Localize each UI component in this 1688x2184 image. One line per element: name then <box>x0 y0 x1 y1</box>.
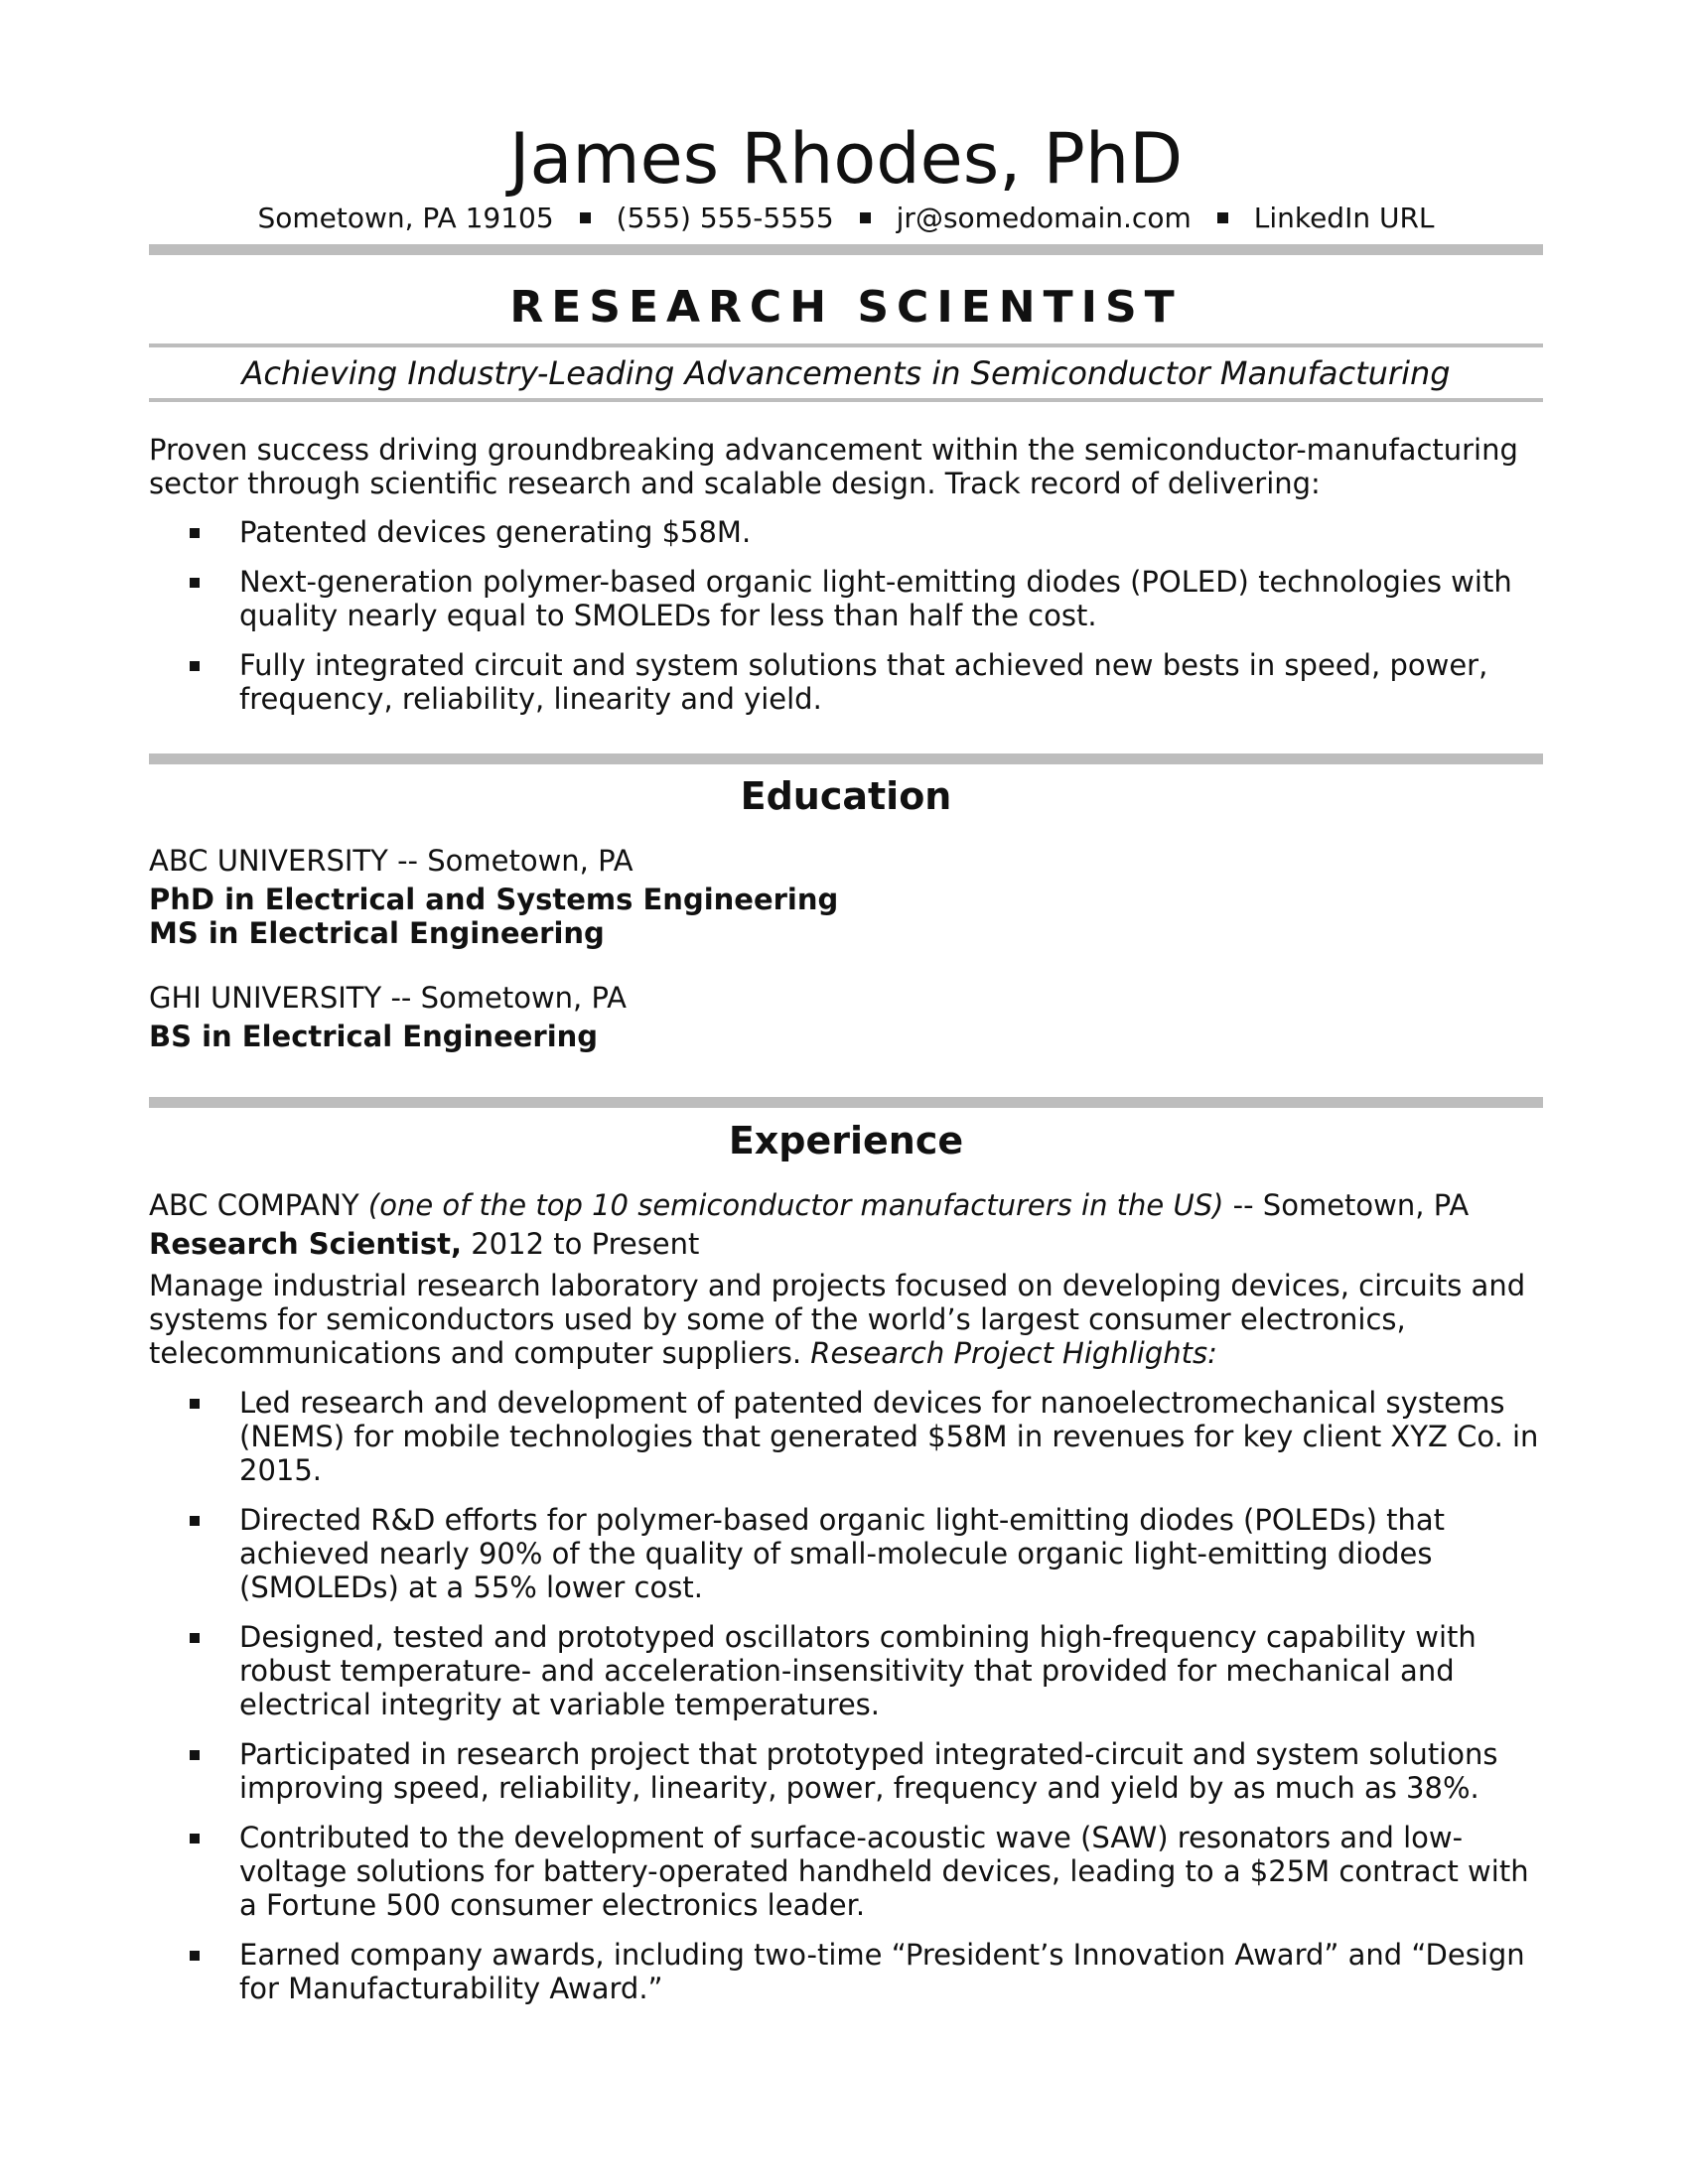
job-description-block <box>149 1269 1543 1370</box>
list-item: Contributed to the development of surface-acoustic wave (SAW) resonators and low-voltage solutions for battery-operated handheld devices, leading to a $25M contract with a Fortune 500 consumer electronics leader. <box>149 1821 1543 1922</box>
education-heading: Education <box>740 774 952 818</box>
bullet-square-icon <box>190 1951 200 1961</box>
contact-location: Sometown, PA 19105 <box>257 202 554 234</box>
education-degree: PhD in Electrical and Systems Engineering <box>149 883 839 916</box>
bullet-square-icon <box>190 1750 200 1760</box>
education-degree: MS in Electrical Engineering <box>149 916 605 950</box>
tagline: Achieving Industry-Leading Advancements in Semiconductor Manufacturing <box>241 354 1451 392</box>
education-school: ABC UNIVERSITY -- Sometown, PA <box>149 844 633 878</box>
list-item: Led research and development of patented devices for nanoelectromechanical systems (NEMS) for mobile technologies that generated $58M in revenues for key client XYZ Co. in 2015. <box>149 1386 1543 1487</box>
bullet-square-icon <box>190 661 200 671</box>
job-company-line <box>149 1187 1469 1223</box>
experience-heading: Experience <box>728 1119 964 1162</box>
list-item: Next-generation polymer-based organic light-emitting diodes (POLED) technologies with quality nearly equal to SMOLEDs for less than half the cost. <box>149 565 1543 632</box>
bullet-square-icon <box>190 578 200 588</box>
contact-linkedin: LinkedIn URL <box>1253 202 1435 234</box>
tagline-bottom-divider <box>149 398 1543 402</box>
separator-square-icon <box>580 212 591 223</box>
education-divider <box>149 753 1543 764</box>
bullet-square-icon <box>190 1834 200 1843</box>
bullet-square-icon <box>190 1399 200 1409</box>
job-location: -- Sometown, PA <box>1232 1188 1470 1222</box>
summary-intro: Proven success driving groundbreaking advancement within the semiconductor-manufacturing sector through scientific research and scalable design. Track record of delivering: <box>149 433 1518 500</box>
bullet-square-icon <box>190 1516 200 1526</box>
job-role: Research Scientist, <box>149 1227 463 1261</box>
header-divider <box>149 244 1543 255</box>
summary-bullet-list <box>149 515 1543 732</box>
list-item: Fully integrated circuit and system solutions that achieved new bests in speed, power, frequency, reliability, linearity and yield. <box>149 648 1543 716</box>
separator-square-icon <box>1217 212 1228 223</box>
contact-phone: (555) 555-5555 <box>616 202 834 234</box>
list-item: Earned company awards, including two-time “President’s Innovation Award” and “Design for Manufacturability Award.” <box>149 1938 1543 2005</box>
job-role-line <box>149 1226 699 1262</box>
experience-divider <box>149 1097 1543 1108</box>
list-item: Patented devices generating $58M. <box>149 515 1543 549</box>
tagline-top-divider <box>149 343 1543 347</box>
separator-square-icon <box>860 212 871 223</box>
job-company-note: (one of the top 10 semiconductor manufacturers in the US) <box>367 1188 1224 1222</box>
job-bullet-list <box>149 1386 1543 2021</box>
list-item: Participated in research project that prototyped integrated-circuit and system solutions improving speed, reliability, linearity, power, frequency and yield by as much as 38%. <box>149 1737 1543 1805</box>
contact-line <box>149 201 1543 236</box>
job-title: RESEARCH SCIENTIST <box>509 282 1183 333</box>
list-item: Directed R&D efforts for polymer-based organic light-emitting diodes (POLEDs) that achieved nearly 90% of the quality of small-molecule organic light-emitting diodes (SMOLEDs) at a 55% lower cost. <box>149 1503 1543 1604</box>
list-item: Designed, tested and prototyped oscillators combining high-frequency capability with robust temperature- and acceleration-insensitivity that provided for mechanical and electrical integrity at variable temperatures. <box>149 1620 1543 1721</box>
candidate-name: James Rhodes, PhD <box>508 118 1184 200</box>
job-company: ABC COMPANY <box>149 1188 359 1222</box>
education-degree: BS in Electrical Engineering <box>149 1020 599 1053</box>
contact-email: jr@somedomain.com <box>896 202 1192 234</box>
education-school: GHI UNIVERSITY -- Sometown, PA <box>149 981 627 1015</box>
job-dates: 2012 to Present <box>471 1227 700 1261</box>
bullet-square-icon <box>190 528 200 538</box>
job-highlights-label: Research Project Highlights: <box>810 1336 1217 1370</box>
bullet-square-icon <box>190 1633 200 1643</box>
job-description: Manage industrial research laboratory and projects focused on developing devices, circuits and systems for semiconductors used by some of the world’s largest consumer electronics, telecommunications and computer suppliers. <box>149 1269 1526 1370</box>
